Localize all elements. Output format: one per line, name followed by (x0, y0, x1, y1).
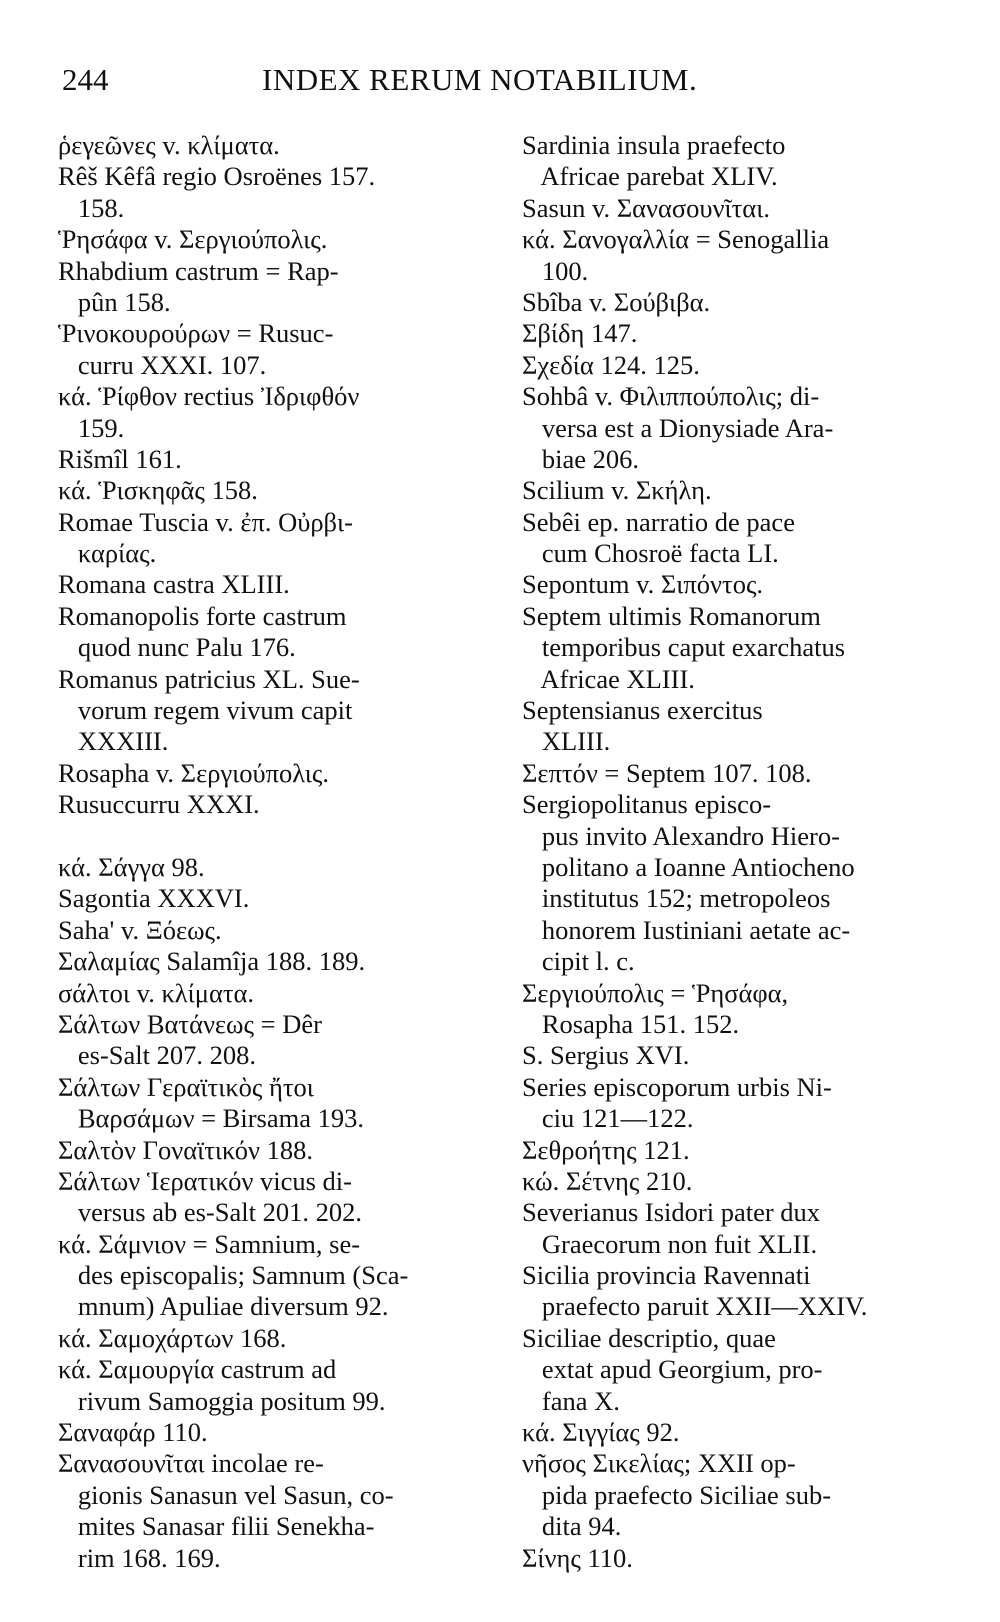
index-entry-line: Siciliae descriptio, quae (522, 1322, 776, 1353)
index-entry-line: des episcopalis; Samnum (Sca- (58, 1260, 409, 1291)
index-entry-line: κώ. Σέτνης 210. (522, 1165, 693, 1196)
index-entry-line: Σαλαμίας Salamîja 188. 189. (58, 946, 366, 977)
index-entry-line: Africae XLIII. (522, 663, 695, 694)
index-entry-line: praefecto paruit XXII—XXIV. (522, 1291, 868, 1322)
index-entry-line: Graecorum non fuit XLII. (522, 1228, 818, 1259)
index-entry-line: vorum regem vivum capit (58, 695, 353, 726)
index-entry-line: 159. (58, 412, 125, 443)
index-entry-line: Βαρσάμων = Birsama 193. (58, 1103, 364, 1134)
index-entry-line: Ῥινοκουρούρων = Rusuc- (58, 318, 334, 349)
index-entry-line (58, 821, 473, 852)
index-entry-line: Septensianus exercitus (522, 695, 763, 726)
index-entry-line: extat apud Georgium, pro- (522, 1354, 823, 1385)
index-entry-line: Series episcoporum urbis Ni- (522, 1071, 832, 1102)
index-entry-line: 158. (58, 192, 125, 223)
index-entry-line: Σαλτὸν Γοναϊτικόν 188. (58, 1134, 314, 1165)
index-entry-line: Africae parebat XLIV. (522, 161, 778, 192)
index-entry-line: Σάλτων Γεραϊτικὸς ἤτοι (58, 1071, 314, 1102)
index-entry-line: versus ab es-Salt 201. 202. (58, 1197, 362, 1228)
index-entry-line: es-Salt 207. 208. (58, 1040, 256, 1071)
index-entry-line: κά. Ῥισκηφᾶς 158. (58, 475, 258, 506)
index-entry-line: κά. Σάγγα 98. (58, 851, 205, 882)
index-entry-line: mites Sanasar filii Senekha- (58, 1511, 375, 1542)
index-entry-line: dita 94. (522, 1511, 622, 1542)
index-entry-line: curru XXXI. 107. (58, 349, 267, 380)
running-header (62, 62, 942, 102)
index-entry-line: κά. Σαμοχάρτων 168. (58, 1322, 287, 1353)
index-entry-line: Σάλτων Ἱερατικόν vicus di- (58, 1165, 352, 1196)
index-entry-line: Σεθροήτης 121. (522, 1134, 690, 1165)
index-entry-line: Σίνης 110. (522, 1542, 633, 1573)
running-title: INDEX RERUM NOTABILIUM. (262, 62, 698, 97)
index-entry-line: Sasun v. Σανασουνῖται. (522, 192, 770, 223)
index-entry-line: rim 168. 169. (58, 1542, 221, 1573)
index-entry-line: pus invito Alexandro Hiero- (522, 820, 840, 851)
index-entry-line: καρίας. (58, 538, 157, 569)
index-entry-line: Rosapha v. Σεργιούπολις. (58, 757, 330, 788)
index-entry-line: pûn 158. (58, 286, 171, 317)
index-entry-line: Sicilia provincia Ravennati (522, 1260, 811, 1291)
index-entry-line: Romanus patricius XL. Sue- (58, 663, 360, 694)
index-entry-line: pida praefecto Siciliae sub- (522, 1479, 832, 1510)
index-entry-line: cum Chosroë facta LI. (522, 538, 779, 569)
index-entry-line: Sergiopolitanus episco- (522, 789, 772, 820)
index-entry-line: mnum) Apuliae diversum 92. (58, 1291, 389, 1322)
index-entry-line: honorem Iustiniani aetate ac- (522, 914, 851, 945)
index-entry-line: Σβίδη 147. (522, 318, 638, 349)
index-entry-line: Σαναφάρ 110. (58, 1417, 208, 1448)
index-entry-line: gionis Sanasun vel Sasun, co- (58, 1479, 394, 1510)
index-entry-line: κά. Σανογαλλία = Senogallia (522, 224, 830, 255)
index-entry-line: Sbîba v. Σούβιβα. (522, 286, 711, 317)
index-entry-line: Severianus Isidori pater dux (522, 1197, 821, 1228)
index-entry-line: XXXIII. (58, 726, 169, 757)
index-entry-line: Romana castra XLIII. (58, 569, 290, 600)
index-entry-line: Rusuccurru XXXI. (58, 789, 260, 820)
index-entry-line: κά. Σιγγίας 92. (522, 1417, 680, 1448)
index-entry-line: Sardinia insula praefecto (522, 130, 786, 160)
index-entry-line: Σεργιούπολις = Ῥησάφα, (522, 977, 789, 1008)
index-entry-line: κά. Σαμουργία castrum ad (58, 1354, 337, 1385)
index-entry-line: ῥεγεῶνες v. κλίματα. (58, 130, 280, 160)
index-entry-line: versa est a Dionysiade Ara- (522, 412, 834, 443)
index-entry-line: Romae Tuscia v. ἐπ. Οὐρβι- (58, 506, 353, 537)
index-entry-line: Sebêi ep. narratio de pace (522, 506, 795, 537)
index-entry-line: Rhabdium castrum = Rap- (58, 255, 339, 286)
index-entry-line: Σανασουνῖται incolae re- (58, 1448, 324, 1479)
index-entry-line: Scilium v. Σκήλη. (522, 475, 712, 506)
index-entry-line: institutus 152; metropoleos (522, 883, 831, 914)
index-entry-line: quod nunc Palu 176. (58, 632, 296, 663)
index-entry-line: ciu 121—122. (522, 1103, 694, 1134)
index-entry-line: fana X. (522, 1385, 620, 1416)
index-entry-line: Romanopolis forte castrum (58, 600, 347, 631)
index-entry-line: temporibus caput exarchatus (522, 632, 846, 663)
index-entry-line: XLIII. (522, 726, 611, 757)
index-entry-line: Ῥησάφα v. Σεργιούπολις. (58, 224, 328, 255)
index-entry-line: Sagontia XXXVI. (58, 883, 250, 914)
index-entry-line: Rosapha 151. 152. (522, 1008, 740, 1039)
index-entry-line: Rêš Kêfâ regio Osroënes 157. (58, 161, 376, 192)
index-entry-line: Septem ultimis Romanorum (522, 600, 821, 631)
index-entry-line: rivum Samoggia positum 99. (58, 1385, 386, 1416)
index-entry-line: Rišmîl 161. (58, 443, 182, 474)
index-entry-line: κά. Σάμνιον = Samnium, se- (58, 1228, 361, 1259)
index-column-right (522, 130, 942, 1574)
index-entry-line: νῆσος Σικελίας; XXII op- (522, 1448, 796, 1479)
index-entry-line: S. Sergius XVI. (522, 1040, 690, 1071)
index-entry-line: Σεπτόν = Septem 107. 108. (522, 757, 812, 788)
index-entry-line: cipit l. c. (522, 946, 635, 977)
index-entry-line: biae 206. (522, 443, 640, 474)
index-entry-line: κά. Ῥίφθον rectius Ἰδριφθόν (58, 381, 360, 412)
index-entry-line: 100. (522, 255, 589, 286)
index-entry-line: Σχεδία 124. 125. (522, 349, 700, 380)
index-entry-line: σάλτοι v. κλίματα. (58, 977, 255, 1008)
page-number: 244 (62, 62, 109, 97)
index-column-left (58, 130, 473, 1574)
index-entry-line: Sohbâ v. Φιλιππούπολις; di- (522, 381, 820, 412)
index-entry-line: politano a Ioanne Antiocheno (522, 851, 855, 882)
index-entry-line: Sepontum v. Σιπόντος. (522, 569, 764, 600)
index-entry-line: Saha' v. Ξόεως. (58, 914, 222, 945)
index-entry-line: Σάλτων Βατάνεως = Dêr (58, 1008, 322, 1039)
